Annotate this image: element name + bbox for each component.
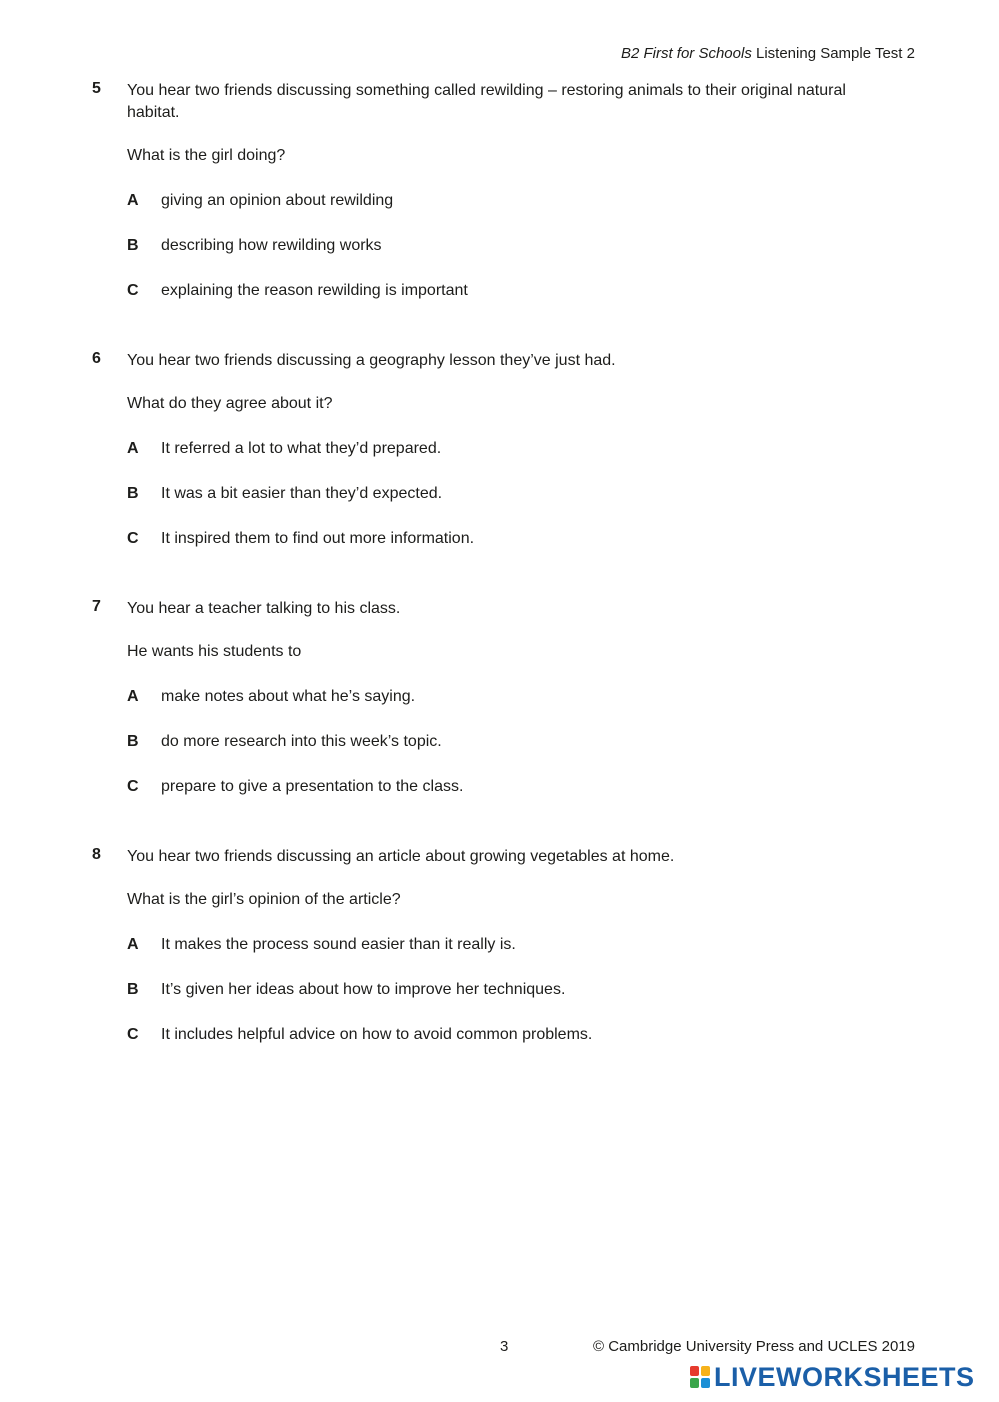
option-text: explaining the reason rewilding is important xyxy=(161,282,468,299)
option-letter: C xyxy=(127,778,139,795)
question-prompt: What is the girl’s opinion of the article? xyxy=(127,891,401,908)
page-number: 3 xyxy=(500,1338,509,1355)
option-text: It was a bit easier than they’d expected. xyxy=(161,485,443,502)
option-letter: A xyxy=(127,440,139,457)
option-a[interactable] xyxy=(0,440,999,462)
option-text: It’s given her ideas about how to improve her techniques. xyxy=(161,981,566,998)
option-c[interactable] xyxy=(0,778,999,800)
option-letter: C xyxy=(127,530,139,547)
question-number: 8 xyxy=(92,846,101,863)
option-b[interactable] xyxy=(0,485,999,507)
option-letter: A xyxy=(127,688,139,705)
logo-square-red xyxy=(690,1366,699,1376)
question-number: 6 xyxy=(92,350,101,367)
option-a[interactable] xyxy=(0,192,999,214)
option-b[interactable] xyxy=(0,733,999,755)
question-text: You hear two friends discussing a geography lesson they’ve just had. xyxy=(127,352,616,369)
question-prompt: He wants his students to xyxy=(127,643,302,660)
question-prompt: What do they agree about it? xyxy=(127,395,333,412)
option-letter: A xyxy=(127,936,139,953)
question-text: You hear two friends discussing something called rewilding – restoring animals to their original natural habitat. xyxy=(127,82,846,121)
option-text: giving an opinion about rewilding xyxy=(161,192,394,209)
option-a[interactable] xyxy=(0,936,999,958)
option-b[interactable] xyxy=(0,981,999,1003)
logo-text: LIVEWORKSHEETS xyxy=(714,1361,975,1392)
header-series-title: B2 First for Schools xyxy=(620,45,752,62)
option-letter: A xyxy=(127,192,139,209)
logo-square-yellow xyxy=(701,1366,710,1376)
question-text: You hear two friends discussing an article about growing vegetables at home. xyxy=(127,848,675,865)
option-text: describing how rewilding works xyxy=(161,237,382,254)
option-b[interactable] xyxy=(0,237,999,259)
option-text: It inspired them to find out more information. xyxy=(161,530,475,547)
option-text: make notes about what he’s saying. xyxy=(161,688,416,705)
option-c[interactable] xyxy=(0,530,999,552)
option-a[interactable] xyxy=(0,688,999,710)
option-text: It includes helpful advice on how to avoid common problems. xyxy=(161,1026,593,1043)
liveworksheets-logo-icon xyxy=(690,1366,710,1388)
option-letter: B xyxy=(127,981,139,998)
option-letter: B xyxy=(127,237,139,254)
option-text: prepare to give a presentation to the class. xyxy=(161,778,464,795)
option-letter: C xyxy=(127,1026,139,1043)
option-c[interactable] xyxy=(0,1026,999,1048)
question-number: 7 xyxy=(92,598,101,615)
option-text: It referred a lot to what they’d prepared. xyxy=(161,440,442,457)
copyright-notice: © Cambridge University Press and UCLES 2019 xyxy=(592,1338,915,1355)
option-letter: B xyxy=(127,733,139,750)
question-number: 5 xyxy=(92,80,101,97)
option-letter: C xyxy=(127,282,139,299)
logo-square-green xyxy=(690,1378,699,1388)
liveworksheets-logo[interactable] xyxy=(690,1361,975,1393)
question-text: You hear a teacher talking to his class. xyxy=(127,600,401,617)
option-c[interactable] xyxy=(0,282,999,304)
option-text: It makes the process sound easier than it really is. xyxy=(161,936,516,953)
page-header xyxy=(621,45,915,62)
option-letter: B xyxy=(127,485,139,502)
header-test-title: Listening Sample Test 2 xyxy=(756,45,915,62)
option-text: do more research into this week’s topic. xyxy=(161,733,442,750)
question-prompt: What is the girl doing? xyxy=(127,147,286,164)
logo-square-blue xyxy=(701,1378,710,1388)
